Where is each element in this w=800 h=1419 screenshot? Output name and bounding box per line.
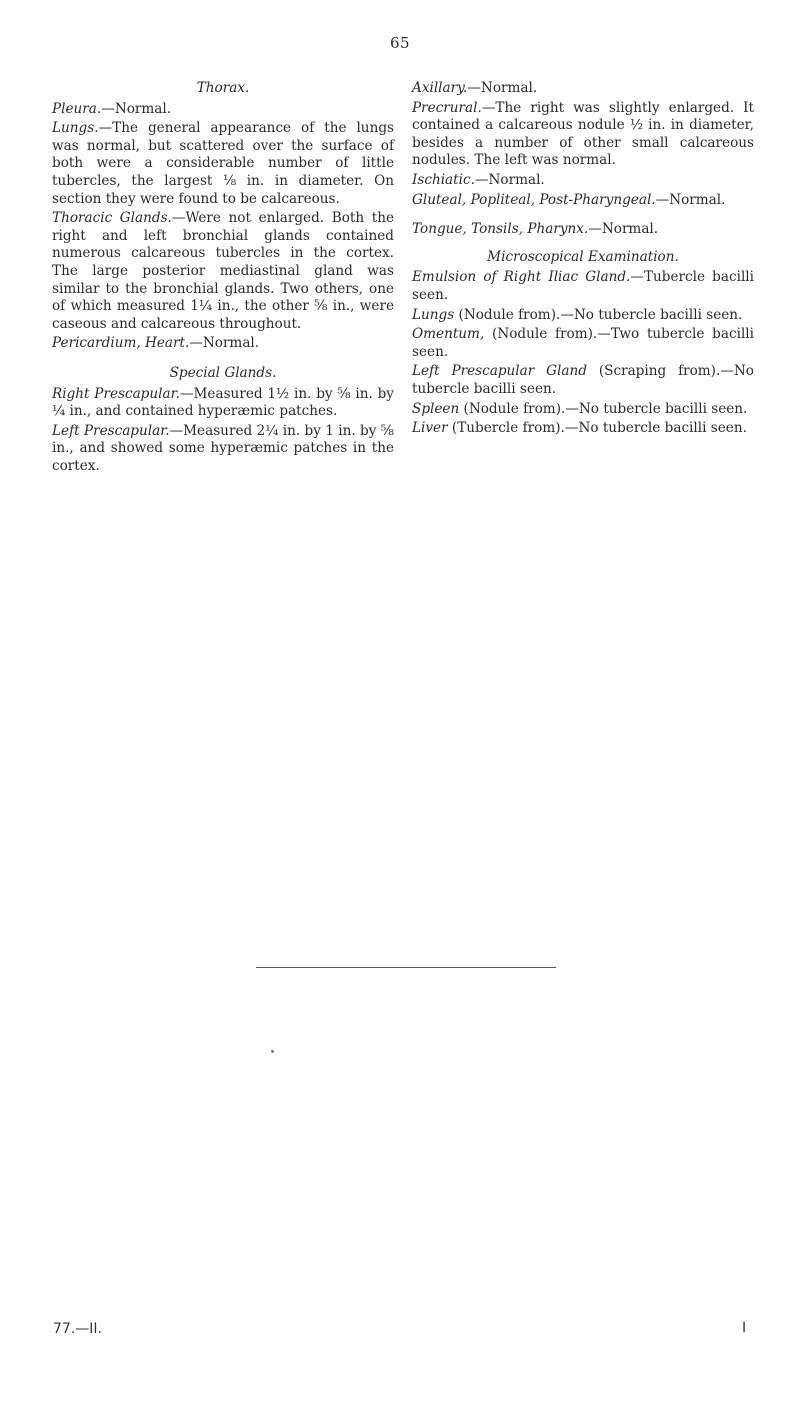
section-divider: [256, 967, 556, 968]
paragraph-precrural: [412, 100, 754, 170]
left-column: [52, 80, 394, 477]
paragraph-emulsion: [412, 269, 754, 304]
lead-term: Gluteal, Popliteal, Post-Pharyngeal.: [412, 191, 656, 208]
paragraph-text: —Normal.: [101, 100, 172, 117]
lead-term: Pleura.: [52, 100, 102, 117]
paragraph-axillary: [412, 80, 754, 98]
lead-term: Omentum,: [412, 326, 485, 343]
paragraph-right-prescapular: [52, 386, 394, 421]
lead-term: Lungs: [412, 306, 455, 323]
paragraph-text: —Normal.: [655, 191, 726, 208]
lead-term: Ischiatic.: [412, 171, 475, 188]
paragraph-text: (Scraping from).—No tubercle bacilli seen.: [412, 363, 754, 397]
paragraph-text: —Tubercle bacilli seen.: [412, 269, 754, 303]
paragraph-text: —Measured 1½ in. by ⅝ in. by ¼ in., and contained hyperæmic patches.: [52, 385, 394, 420]
paragraph-text: (Nodule from).—Two tubercle bacilli seen.: [412, 326, 754, 360]
paragraph-text: —The right was slightly enlarged. It contained a calcareous nodule ½ in. in diameter, besides a number of other small calcareous nodules. The left was normal.: [412, 99, 754, 169]
paragraph-omentum: [412, 326, 754, 361]
print-speck: [271, 1050, 274, 1053]
right-column: [412, 80, 754, 440]
lead-term: Tongue, Tonsils, Pharynx.: [412, 221, 589, 238]
paragraph-liver: [412, 420, 754, 438]
paragraph-lungs-nodule: [412, 307, 754, 325]
paragraph-text: (Nodule from).—No tubercle bacilli seen.: [459, 400, 748, 417]
lead-term: Thoracic Glands.: [52, 210, 172, 227]
paragraph-pleura: [52, 101, 394, 119]
section-heading-special-glands: Special Glands.: [169, 364, 277, 381]
paragraph-text: —Were not enlarged. Both the right and left bronchial glands contained numerous calcareous tubercles in the cortex. The large posterior mediastinal gland was similar to the bronchial glands. Two others, one of which measured 1¼ in., the other ⅝ in., were caseous and calcareous throughout.: [52, 210, 394, 332]
section-heading-thorax: Thorax.: [196, 80, 250, 96]
printer-signature: 77.—II.: [53, 1321, 102, 1337]
paragraph-left-prescapular: [52, 423, 394, 476]
lead-term: Left Prescapular.: [52, 422, 170, 439]
paragraph-text: —Normal.: [588, 221, 659, 238]
lead-term: Precrural.: [412, 99, 482, 116]
paragraph-text: —Normal.: [474, 171, 545, 188]
paragraph-gluteal: [412, 192, 754, 210]
lead-term: Emulsion of Right Iliac Gland.: [412, 269, 631, 286]
paragraph-text: —Normal.: [189, 335, 260, 352]
paragraph-text: —Measured 2¼ in. by 1 in. by ⅝ in., and showed some hyperæmic patches in the cortex.: [52, 422, 394, 474]
paragraph-text: (Tubercle from).—No tubercle bacilli seen.: [447, 420, 747, 437]
page-number: 65: [389, 34, 411, 52]
paragraph-text: —The general appearance of the lungs was normal, but scattered over the surface of both were a considerable number of little tubercles, the largest ⅛ in. in diameter. On section they were found to be calcareous.: [52, 120, 394, 207]
paragraph-text: (Nodule from).—No tubercle bacilli seen.: [454, 306, 743, 323]
paragraph-pericardium: [52, 335, 394, 353]
paragraph-lungs: [52, 120, 394, 208]
paragraph-tongue: [412, 221, 754, 239]
paragraph-text: —Normal.: [467, 80, 538, 96]
lead-term: Liver: [412, 420, 448, 437]
paragraph-ischiatic: [412, 172, 754, 190]
paragraph-left-prescapular-gland: [412, 363, 754, 398]
lead-term: Right Prescapular.: [52, 385, 180, 402]
section-heading-microscopical: Microscopical Examination.: [487, 248, 679, 265]
lead-term: Axillary.: [412, 80, 468, 96]
lead-term: Lungs.: [52, 120, 99, 137]
footer-mark: I: [742, 1320, 747, 1336]
lead-term: Spleen: [412, 400, 460, 417]
lead-term: Left Prescapular Gland: [412, 363, 587, 380]
paragraph-spleen: [412, 401, 754, 419]
lead-term: Pericardium, Heart.: [52, 335, 190, 352]
paragraph-thoracic-glands: [52, 210, 394, 333]
